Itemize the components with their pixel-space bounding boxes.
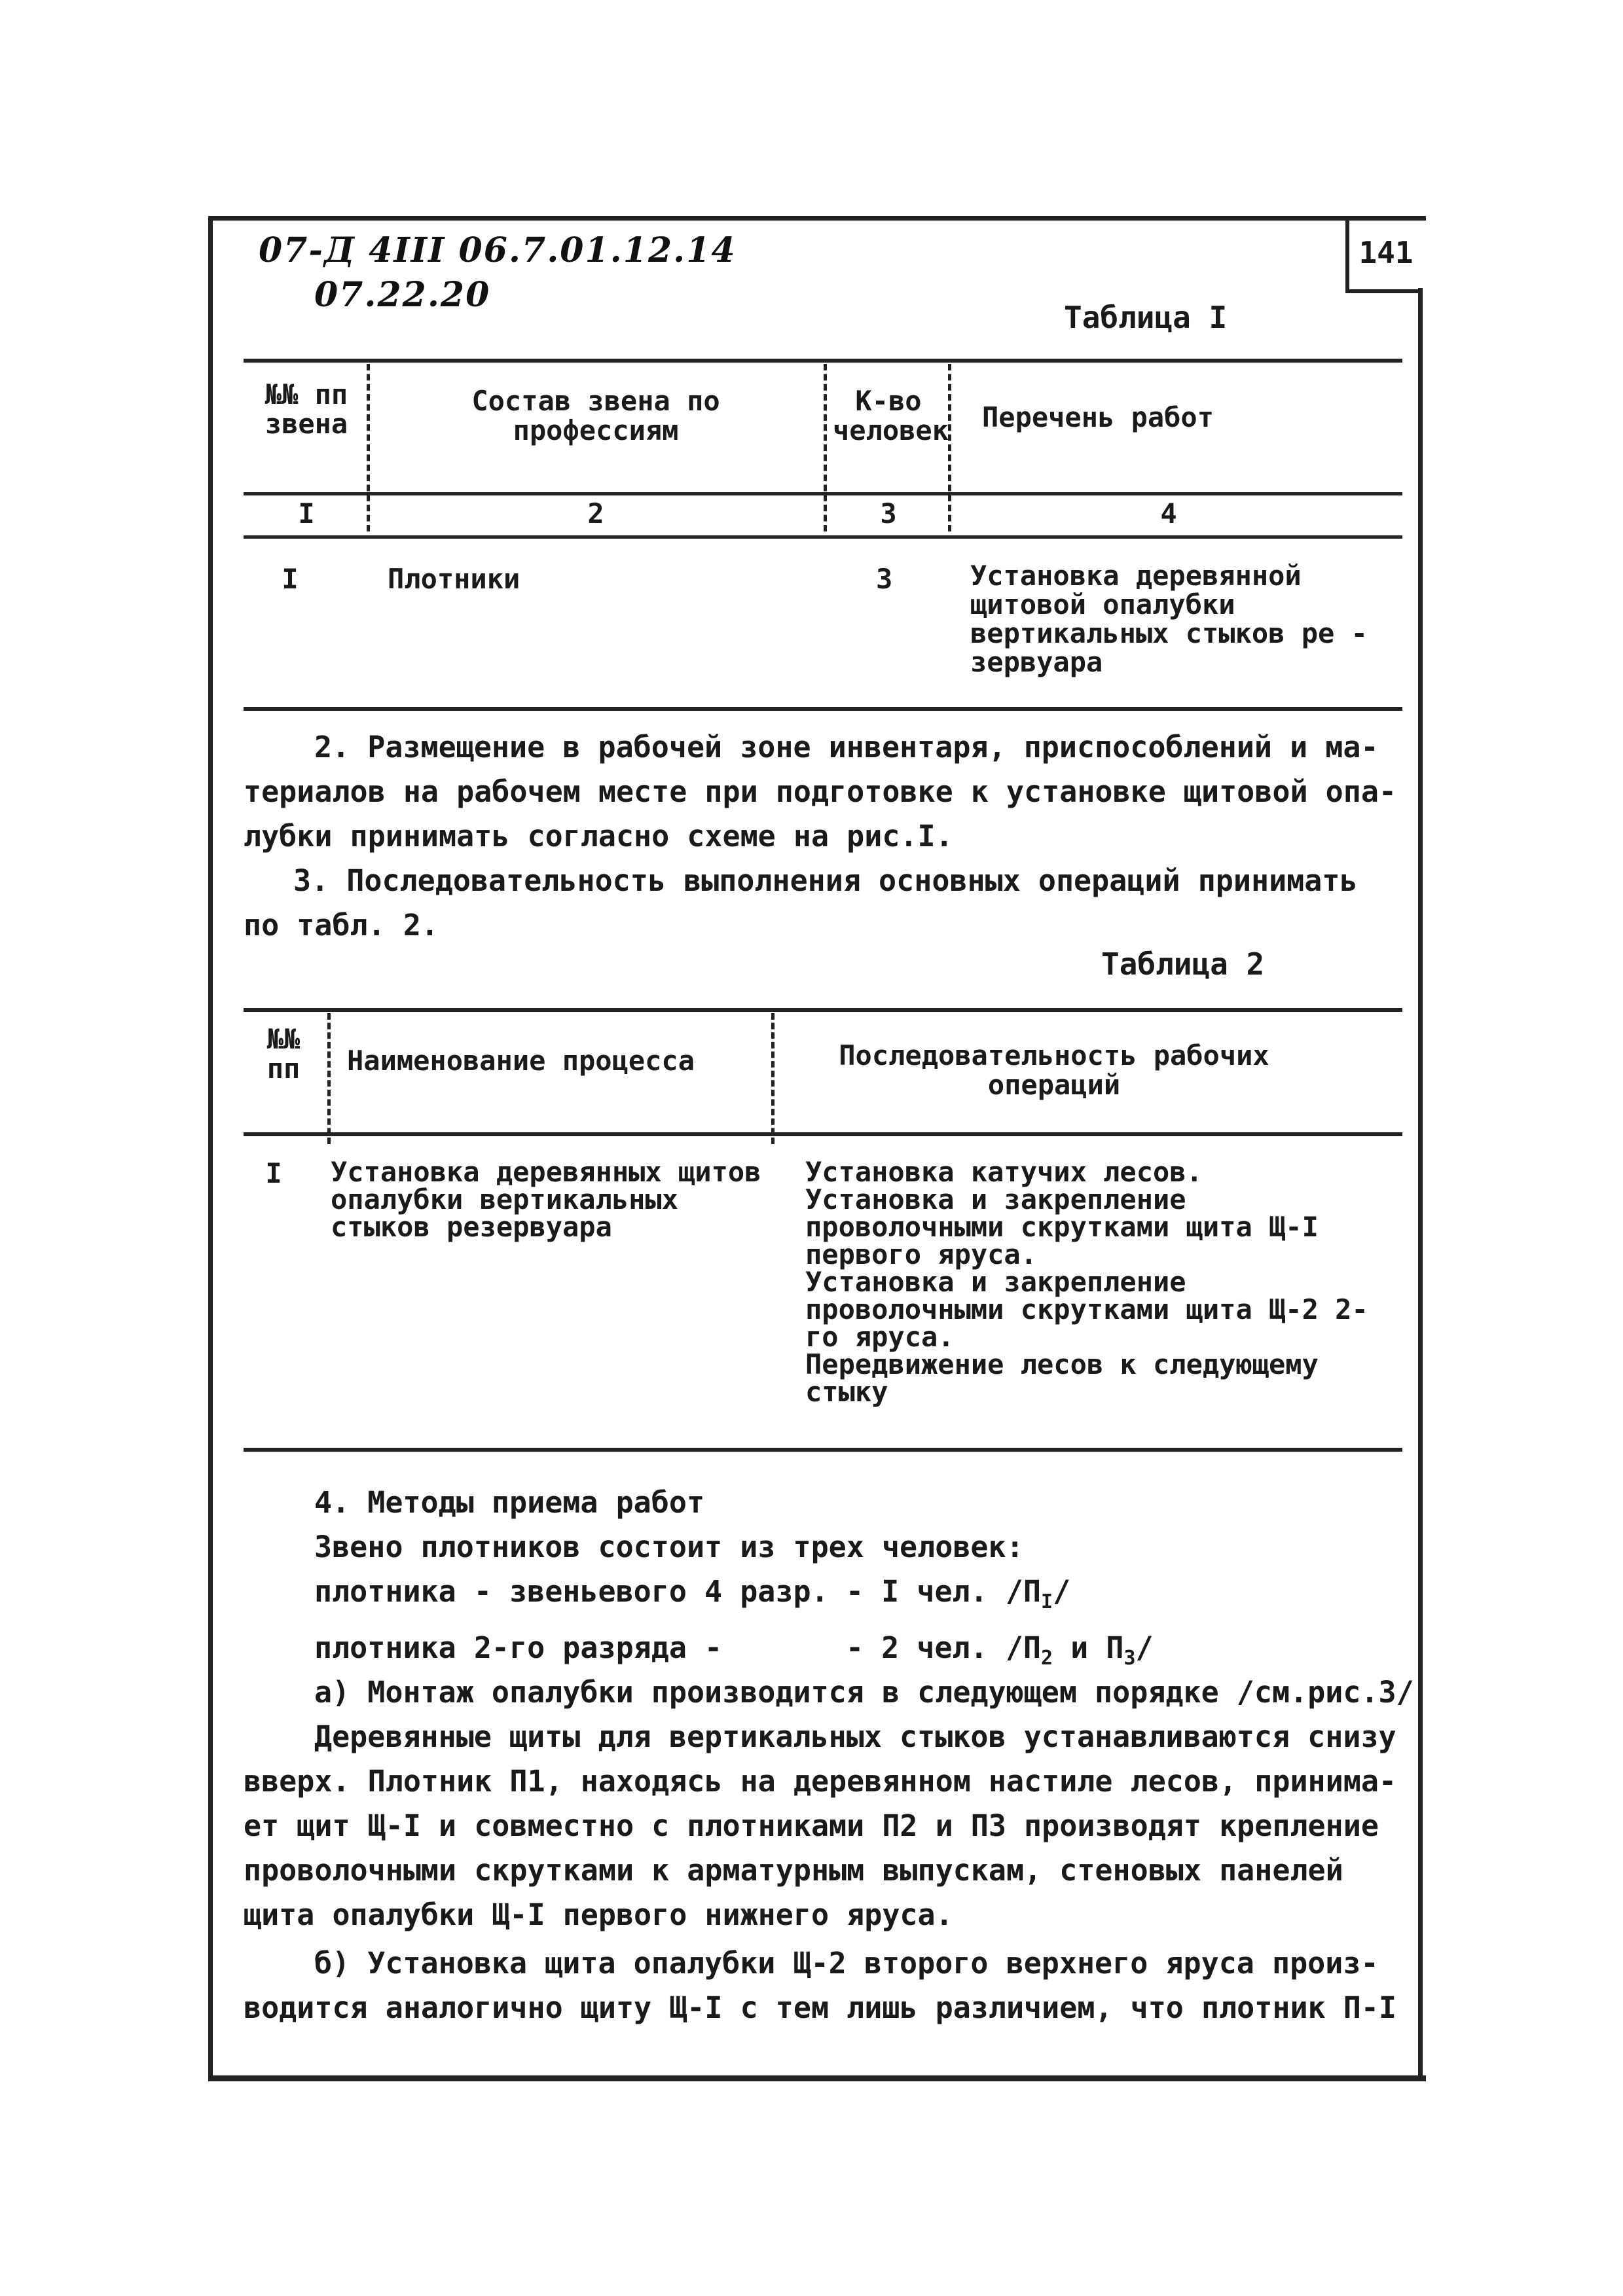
table1-header-works: Перечень работ xyxy=(982,401,1214,433)
section4-crew1-role: плотника - звеньевого 4 разр. xyxy=(314,1574,829,1609)
table2-bottom-rule xyxy=(244,1448,1402,1452)
table2-sequence-step: Установка катучих лесов. xyxy=(805,1156,1203,1188)
table2-sequence-step: Установка и закрепление проволочными скрутками щита Щ-I первого яруса. xyxy=(805,1183,1319,1270)
table2-header-sequence: Последовательность рабочих операций xyxy=(839,1039,1269,1102)
table1-row-num: I xyxy=(282,563,299,595)
table1-row-composition: Плотники xyxy=(388,563,520,595)
section4-line: а) Монтаж опалубки производится в следующем порядке /см.рис.3/ xyxy=(314,1675,1414,1710)
paragraph2-line2: териалов на рабочем месте при подготовке к установке щитовой опа- xyxy=(244,774,1396,809)
table2-caption: Таблица 2 xyxy=(1101,946,1265,982)
table1-header-rule xyxy=(244,492,1402,495)
table1-row-works: Установка деревянной щитовой опалубки вертикальных стыков ре - зервуара xyxy=(970,560,1368,679)
section4-crew-intro: Звено плотников состоит из трех человек: xyxy=(314,1530,1024,1564)
section4-crew1-count: - I чел. $/П_I/$ xyxy=(846,1574,1071,1613)
paragraph2-line1: 2. Размещение в рабочей зоне инвентаря, приспособлений и ма- xyxy=(314,730,1379,764)
section4-crew2-count: - 2 чел. $/П_2$ и $П_3/$ xyxy=(846,1630,1154,1670)
section4-line: проволочными скрутками к арматурным выпускам, стеновых панелей xyxy=(244,1853,1343,1888)
table1-caption: Таблица I xyxy=(1064,300,1228,335)
section4-line: щита опалубки Щ-I первого нижнего яруса. xyxy=(244,1897,953,1932)
section4-crew2-role: плотника 2-го разряда - xyxy=(314,1630,723,1665)
section4-line: ет щит Щ-I и совместно с плотниками П2 и П3 производят крепление xyxy=(244,1808,1379,1843)
table2-row-process: Установка деревянных щитов опалубки вертикальных стыков резервуара xyxy=(331,1156,761,1243)
table1-divider xyxy=(948,364,951,531)
section4-line: Деревянные щиты для вертикальных стыков устанавливаются снизу xyxy=(314,1719,1396,1754)
section4-line: водится аналогично щиту Щ-I с тем лишь различием, что плотник П-I xyxy=(244,1990,1396,2025)
table1-top-rule xyxy=(244,359,1402,363)
paragraph2-line3: лубки принимать согласно схеме на рис.I. xyxy=(244,819,953,853)
table1-divider xyxy=(824,364,827,531)
document-code-line1: 07-Д 4III 06.7.01.12.14 xyxy=(259,230,737,270)
table1-colnum-3: 3 xyxy=(880,497,897,529)
table1-row-count: 3 xyxy=(876,563,893,595)
table2-sequence-step: Установка и закрепление проволочными скрутками щита Щ-2 2-го яруса. xyxy=(805,1266,1368,1353)
table1-colnum-4: 4 xyxy=(1160,497,1177,529)
table2-divider xyxy=(771,1013,775,1144)
page-number: 141 xyxy=(1345,216,1423,293)
table2-divider xyxy=(327,1013,331,1144)
paragraph3-line1: 3. Последовательность выполнения основных операций принимать xyxy=(293,863,1358,898)
table2-header-process: Наименование процесса xyxy=(347,1045,695,1077)
table1-header-num: №№ пп звена xyxy=(264,378,348,440)
table1-header-count: К-во человек xyxy=(833,385,949,447)
section4-title: 4. Методы приема работ xyxy=(314,1485,705,1520)
section4-line: б) Установка щита опалубки Щ-2 второго верхнего яруса произ- xyxy=(314,1946,1379,1981)
table2-header-num: №№ пп xyxy=(266,1023,301,1085)
section4-line: вверх. Плотник П1, находясь на деревянном настиле лесов, принима- xyxy=(244,1764,1396,1799)
table1-header-composition: Состав звена по профессиям xyxy=(471,385,720,447)
table1-colnum-rule xyxy=(244,535,1402,539)
table2-top-rule xyxy=(244,1008,1402,1012)
table2-row-num: I xyxy=(265,1157,282,1189)
table2-header-rule xyxy=(244,1132,1402,1136)
table2-sequence-step: Передвижение лесов к следующему стыку xyxy=(805,1348,1319,1408)
table1-colnum-1: I xyxy=(298,497,315,529)
table1-colnum-2: 2 xyxy=(587,497,604,529)
page-frame-right xyxy=(1418,288,1423,2081)
table1-divider xyxy=(367,364,370,531)
table2-row-sequence xyxy=(805,1158,1395,1406)
table1-bottom-rule xyxy=(244,707,1402,711)
paragraph3-line2: по табл. 2. xyxy=(244,908,439,942)
document-code-line2: 07.22.20 xyxy=(314,275,491,315)
